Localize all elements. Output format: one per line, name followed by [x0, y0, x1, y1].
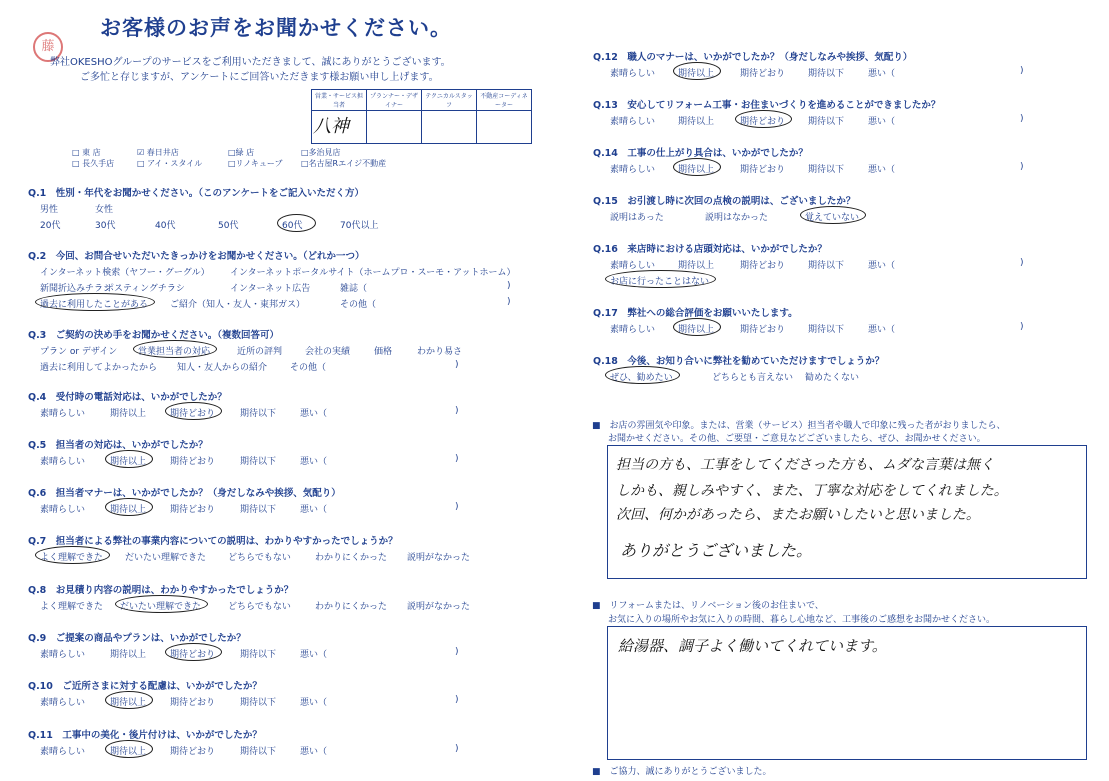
staff-value	[367, 111, 422, 144]
left-question-7: Q.7 担当者による弊社の事業内容についての説明は、わかりやすかったでしょうか？	[28, 536, 398, 547]
staff-header: プランナー・デザイナー	[367, 90, 422, 111]
store-option: □多治見店	[301, 148, 341, 157]
answer-option[interactable]: だいたい理解できた	[120, 602, 202, 612]
answer-option[interactable]: 期待以上	[678, 325, 715, 335]
right-question-6: Q.17 弊社への総合評価をお願いいたします。	[593, 308, 798, 319]
right-question-1: Q.12 職人のマナーは、いかがでしたか？（身だしなみや挨拶、気配り）	[593, 52, 913, 63]
answer-option: 悪い（	[300, 505, 328, 515]
selected-answer-circle	[105, 740, 153, 758]
answer-option: )	[507, 281, 511, 291]
selected-answer-circle	[673, 318, 721, 336]
selected-answer-circle	[105, 450, 153, 468]
left-question-9: Q.9 ご提案の商品やプランは、いかがでしたか？	[28, 633, 246, 644]
answer-option[interactable]: 期待どおり	[740, 165, 786, 175]
answer-option: 悪い（	[300, 698, 328, 708]
intro-line-2: ご多忙と存じますが、アンケートにご回答いただきます様お願い申し上げます。	[80, 72, 439, 83]
answer-option[interactable]: 期待どおり	[170, 650, 216, 660]
answer-option[interactable]: 期待以上	[110, 650, 147, 660]
answer-option[interactable]: インターネット広告	[230, 284, 311, 294]
answer-option[interactable]: よく理解できた	[40, 553, 104, 563]
answer-option[interactable]: 期待どおり	[170, 409, 216, 419]
selected-answer-circle	[115, 595, 208, 613]
right-question-7: Q.18 今後、お知り合いに弊社を勧めていただけますでしょうか？	[593, 356, 885, 367]
answer-option[interactable]: 20代	[40, 221, 61, 231]
right-question-2: Q.13 安心してリフォーム工事・お住まいづくりを進めることができましたか？	[593, 100, 941, 111]
answer-option[interactable]: 素晴らしい	[610, 117, 656, 127]
selected-answer-circle	[673, 62, 721, 80]
answer-option: その他（	[340, 300, 377, 310]
comment2-prompt-1: ■ リフォームまたは、リノベーション後のお住まいで、	[592, 601, 824, 611]
answer-option[interactable]: 期待以上	[678, 165, 715, 175]
answer-option[interactable]: 期待以上	[110, 409, 147, 419]
answer-option[interactable]: 新聞折込みチラシ	[40, 284, 113, 294]
answer-option[interactable]: 40代	[155, 221, 176, 231]
answer-option[interactable]: 会社の実績	[305, 347, 351, 357]
answer-option: 悪い（	[300, 457, 328, 467]
answer-option: )	[455, 502, 459, 512]
answer-option: )	[455, 647, 459, 657]
answer-option[interactable]: 素晴らしい	[610, 165, 656, 175]
store-option: □名古屋Rエイジ不動産	[301, 159, 387, 168]
answer-option[interactable]: 期待以上	[110, 505, 147, 515]
selected-answer-circle	[800, 206, 866, 224]
answer-option[interactable]: 期待以下	[808, 325, 845, 335]
answer-option: )	[455, 744, 459, 754]
answer-option[interactable]: 価格	[374, 347, 393, 357]
selected-answer-circle	[133, 340, 217, 358]
staff-value	[477, 111, 532, 144]
selected-answer-circle	[277, 214, 316, 232]
answer-option[interactable]: 期待どおり	[170, 747, 216, 757]
comment1-prompt-2: お聞かせください。その他、ご要望・ご意見などございましたら、ぜひ、お聞かせください。	[608, 434, 986, 444]
answer-option[interactable]: 期待どおり	[170, 505, 216, 515]
staff-table	[311, 89, 532, 144]
answer-option[interactable]: 素晴らしい	[40, 505, 86, 515]
left-question-1: Q.1 性別・年代をお聞かせください。（このアンケートをご記入いただく方）	[28, 188, 364, 199]
answer-option: )	[507, 297, 511, 307]
left-question-2: Q.2 今回、お問合せいただいたきっかけをお聞かせください。（どれか一つ）	[28, 251, 365, 262]
answer-option[interactable]: 覚えていない	[805, 213, 860, 223]
staff-header: 不動産コーディネーター	[477, 90, 532, 111]
answer-option[interactable]: 期待以下	[808, 261, 845, 271]
answer-option[interactable]: 期待どおり	[740, 325, 786, 335]
answer-option[interactable]: 期待以下	[240, 505, 277, 515]
answer-option[interactable]: 近所の評判	[237, 347, 283, 357]
answer-option[interactable]: 素晴らしい	[40, 650, 86, 660]
answer-option: )	[455, 406, 459, 416]
intro-line-1: 弊社OKESHOグループのサービスをご利用いただきまして、誠にありがとうございます。	[50, 57, 451, 68]
answer-option[interactable]: 30代	[95, 221, 116, 231]
answer-option[interactable]: 素晴らしい	[40, 409, 86, 419]
answer-option[interactable]: 期待以上	[110, 457, 147, 467]
answer-option: )	[1020, 66, 1024, 76]
left-question-10: Q.10 ご近所さまに対する配慮は、いかがでしたか？	[28, 681, 262, 692]
staff-value: 八神	[312, 111, 367, 144]
answer-option[interactable]: 営業担当者の対応	[138, 347, 211, 357]
answer-option[interactable]: どちらでもない	[228, 553, 291, 563]
answer-option[interactable]: 期待どおり	[740, 117, 786, 127]
answer-option[interactable]: 過去に利用してよかったから	[40, 363, 158, 373]
answer-option[interactable]: どちらとも言えない	[712, 373, 794, 383]
answer-option[interactable]: お店に行ったことはない	[610, 277, 710, 287]
left-question-11: Q.11 工事中の美化・後片付けは、いかがでしたか？	[28, 730, 262, 741]
answer-option[interactable]: 期待どおり	[170, 698, 216, 708]
answer-option[interactable]: 期待以下	[808, 69, 845, 79]
answer-option: 悪い（	[300, 409, 328, 419]
left-question-3: Q.3 ご契約の決め手をお聞かせください。（複数回答可）	[28, 330, 280, 341]
selected-answer-circle	[35, 546, 110, 564]
store-option: ☑ 春日井店	[137, 148, 179, 157]
answer-option[interactable]: 期待以上	[678, 69, 715, 79]
answer-option[interactable]: 期待以下	[808, 165, 845, 175]
answer-option: )	[1020, 322, 1024, 332]
answer-option[interactable]: 期待以下	[240, 650, 277, 660]
answer-option: )	[455, 695, 459, 705]
answer-option: 悪い（	[300, 650, 328, 660]
answer-option[interactable]: ポスティングチラシ	[105, 284, 185, 294]
store-option: □ 長久手店	[72, 159, 115, 168]
selected-answer-circle	[735, 110, 792, 128]
staff-header: テクニカルスタッフ	[422, 90, 477, 111]
answer-option[interactable]: だいたい理解できた	[125, 553, 207, 563]
selected-answer-circle	[35, 293, 155, 311]
answer-option[interactable]: 女性	[95, 205, 114, 215]
left-question-6: Q.6 担当者マナーは、いかがでしたか？（身だしなみや挨拶、気配り）	[28, 488, 341, 499]
answer-option[interactable]: どちらでもない	[228, 602, 291, 612]
answer-option[interactable]: 勧めたくない	[805, 373, 860, 383]
answer-option: 悪い（	[868, 165, 896, 175]
answer-option[interactable]: 期待以下	[240, 457, 277, 467]
selected-answer-circle	[605, 366, 680, 384]
answer-option[interactable]: 期待以上	[678, 117, 715, 127]
answer-option[interactable]: わかりにくかった	[315, 602, 388, 612]
answer-option[interactable]: 素晴らしい	[610, 69, 656, 79]
staff-header: 営業・サービス担当者	[312, 90, 367, 111]
answer-option: )	[1020, 114, 1024, 124]
answer-option[interactable]: 期待以上	[678, 261, 715, 271]
left-question-8: Q.8 お見積り内容の説明は、わかりやすかったでしょうか？	[28, 585, 294, 596]
store-option: □ 東 店	[72, 148, 101, 157]
answer-option[interactable]: ぜひ、勧めたい	[610, 373, 673, 383]
answer-option[interactable]: 60代	[282, 221, 303, 231]
answer-option[interactable]: 説明がなかった	[407, 553, 471, 563]
answer-option[interactable]: 知人・友人からの紹介	[177, 363, 268, 373]
answer-option[interactable]: プラン or デザイン	[40, 347, 118, 357]
answer-option: )	[1020, 162, 1024, 172]
answer-option[interactable]: 70代以上	[340, 221, 379, 231]
comment2-box[interactable]	[607, 626, 1087, 760]
comment1-box[interactable]	[607, 445, 1087, 579]
answer-option[interactable]: 素晴らしい	[40, 698, 86, 708]
answer-option[interactable]: 説明はなかった	[705, 213, 769, 223]
comment1-hand-1: 担当の方も、工事をしてくださった方も、ムダな言葉は無く	[616, 457, 994, 473]
answer-option[interactable]: わかりにくかった	[315, 553, 388, 563]
answer-option[interactable]: 期待どおり	[740, 261, 786, 271]
answer-option[interactable]: 期待以下	[240, 409, 277, 419]
comment2-hand-1: 給湯器、調子よく働いてくれています。	[618, 637, 887, 655]
answer-option: 悪い（	[868, 117, 896, 127]
comment1-hand-4: ありがとうございました。	[620, 541, 813, 560]
answer-option[interactable]: 説明がなかった	[407, 602, 471, 612]
answer-option[interactable]: 期待以下	[808, 117, 845, 127]
answer-option: 雑誌（	[340, 284, 368, 294]
answer-option[interactable]: 素晴らしい	[40, 747, 86, 757]
answer-option[interactable]: 50代	[218, 221, 239, 231]
footer-thanks: ■ ご協力、誠にありがとうございました。	[592, 767, 772, 777]
page-title: お客様のお声をお聞かせください。	[100, 16, 452, 40]
answer-option[interactable]: ご紹介（知人・友人・東邦ガス）	[170, 300, 306, 310]
left-question-4: Q.4 受付時の電話対応は、いかがでしたか？	[28, 392, 227, 403]
comment2-prompt-2: お気に入りの場所やお気に入りの時間、暮らし心地など、工事後のご感想をお聞かせください。	[608, 615, 996, 625]
comment1-hand-2: しかも、親しみやすく、また、丁寧な対応をしてくれました。	[616, 483, 1008, 499]
answer-option[interactable]: よく理解できた	[40, 602, 104, 612]
answer-option[interactable]: インターネット検索（ヤフー・グーグル）	[40, 268, 210, 278]
answer-option[interactable]: インターネットポータルサイト（ホームプロ・スーモ・アットホーム）	[230, 268, 516, 278]
selected-answer-circle	[165, 402, 222, 420]
comment1-hand-3: 次回、何かがあったら、またお願いしたいと思いました。	[616, 507, 980, 523]
right-question-3: Q.14 工事の仕上がり具合は、いかがでしたか？	[593, 148, 808, 159]
answer-option: 悪い（	[868, 69, 896, 79]
answer-option[interactable]: 期待以下	[240, 747, 277, 757]
right-question-4: Q.15 お引渡し時に次回の点検の説明は、ございましたか？	[593, 196, 856, 207]
answer-option[interactable]: 男性	[40, 205, 59, 215]
selected-answer-circle	[165, 643, 222, 661]
answer-option[interactable]: 素晴らしい	[40, 457, 86, 467]
answer-option[interactable]: わかり易さ	[417, 347, 463, 357]
answer-option: 悪い（	[300, 747, 328, 757]
comment1-prompt-1: ■ お店の雰囲気や印象。または、営業（サービス）担当者や職人で印象に残った者がおりましたら、	[592, 421, 1006, 431]
selected-answer-circle	[105, 498, 153, 516]
answer-option: )	[455, 454, 459, 464]
answer-option[interactable]: 期待どおり	[740, 69, 786, 79]
answer-option[interactable]: 期待以上	[110, 698, 147, 708]
answer-option[interactable]: 期待以下	[240, 698, 277, 708]
selected-answer-circle	[673, 158, 721, 176]
store-option: □ アイ・スタイル	[137, 159, 203, 168]
answer-option[interactable]: 期待以上	[110, 747, 147, 757]
staff-value	[422, 111, 477, 144]
answer-option: 悪い（	[868, 325, 896, 335]
answer-option[interactable]: 素晴らしい	[610, 261, 656, 271]
answer-option: その他（	[290, 363, 327, 373]
company-stamp: 藤	[33, 32, 63, 62]
answer-option: )	[455, 360, 459, 370]
answer-option[interactable]: 素晴らしい	[610, 325, 656, 335]
answer-option: )	[1020, 258, 1024, 268]
left-question-5: Q.5 担当者の対応は、いかがでしたか？	[28, 440, 208, 451]
right-question-5: Q.16 来店時における店頭対応は、いかがでしたか？	[593, 244, 827, 255]
store-option: □緑 店	[228, 148, 255, 157]
answer-option: 悪い（	[868, 261, 896, 271]
answer-option[interactable]: 説明はあった	[610, 213, 664, 223]
store-option: □リノキューブ	[228, 159, 283, 168]
answer-option[interactable]: 過去に利用したことがある	[40, 300, 149, 310]
selected-answer-circle	[105, 691, 153, 709]
selected-answer-circle	[605, 270, 716, 288]
answer-option[interactable]: 期待どおり	[170, 457, 216, 467]
